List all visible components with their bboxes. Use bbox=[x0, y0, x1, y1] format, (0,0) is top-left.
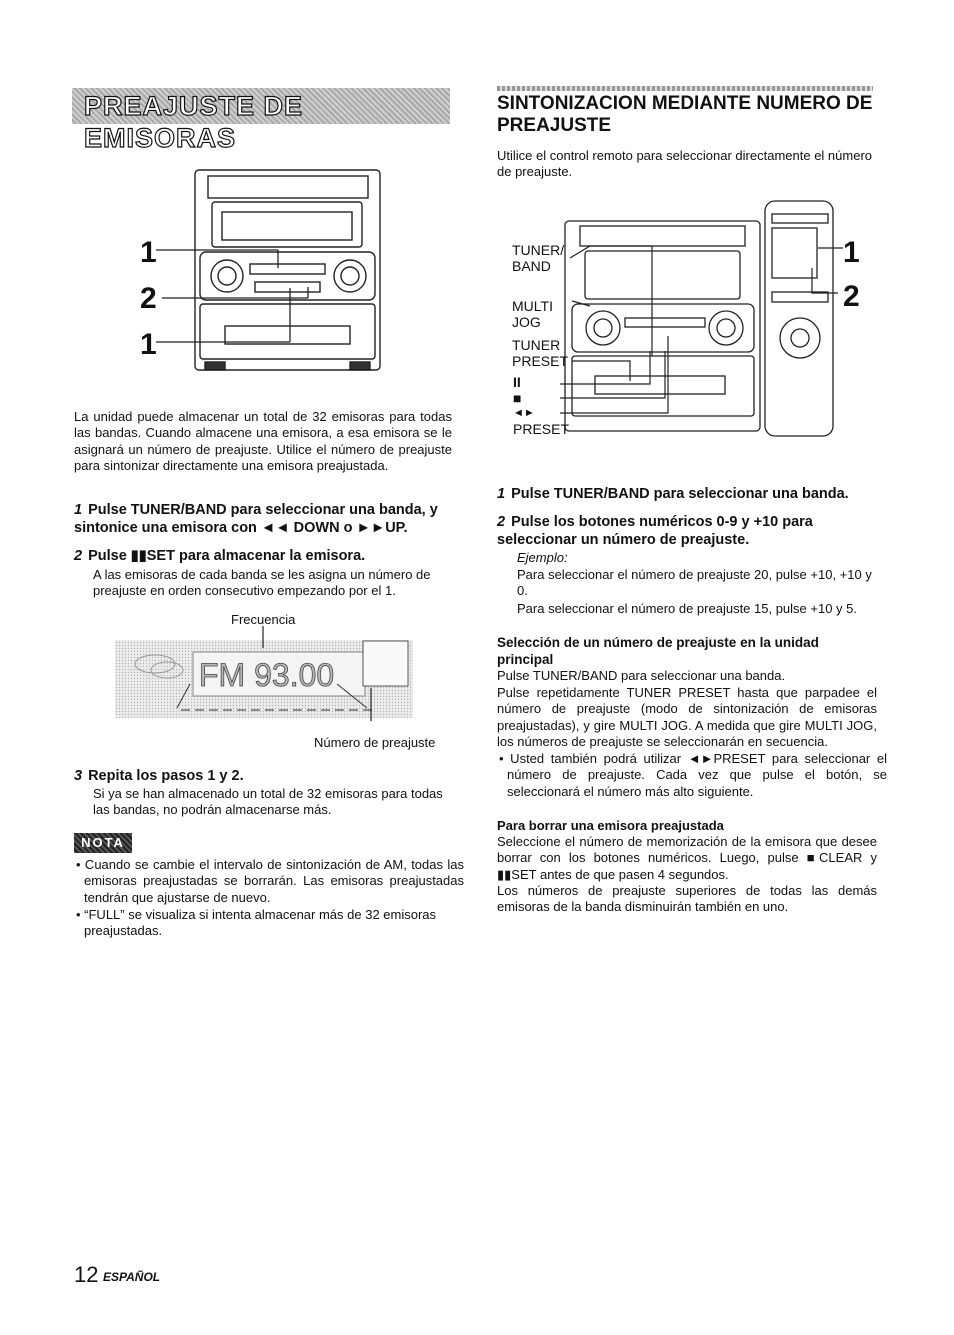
callout-2: 2 bbox=[140, 282, 157, 315]
selection-bullet: • Usted también podrá utilizar ◄►PRESET para seleccionar el número de preajuste. Cada vez que pulse el botón, se seleccionará el número más alto siguiente. bbox=[499, 751, 887, 799]
step-number: 1 bbox=[497, 486, 506, 502]
heading-rule bbox=[497, 86, 873, 91]
right-intro: Utilice el control remoto para seleccionar directamente el número de preajuste. bbox=[497, 148, 873, 180]
lcd-display-illustration bbox=[115, 626, 415, 721]
step-2-description: A las emisoras de cada banda se les asigna un número de preajuste en orden consecutivo empezando por el 1. bbox=[93, 567, 431, 599]
right-section-title: SINTONIZACION MEDIANTE NUMERO DE PREAJUSTE bbox=[497, 93, 873, 136]
step-number: 2 bbox=[497, 514, 506, 530]
callout-remote-1: 1 bbox=[843, 236, 860, 269]
preset-number-label: Número de preajuste bbox=[314, 735, 436, 750]
erase-p1: Seleccione el número de memorización de la emisora que desee borrar con los botones numéricos. Luego, pulse ■CLEAR y ▮▮SET antes de que pasen 4 segundos. bbox=[497, 834, 877, 882]
label-preset: PRESET bbox=[513, 421, 570, 437]
note-2: • “FULL” se visualiza si intenta almacenar más de 32 emisoras preajustadas. bbox=[76, 907, 437, 939]
step-number: 1 bbox=[74, 502, 83, 518]
step-number: 3 bbox=[74, 768, 83, 784]
right-step-2 bbox=[497, 513, 877, 549]
intro-paragraph: La unidad puede almacenar un total de 32 emisoras para todas las bandas. Cuando almacene una emisora, a esa emisora se le asignará un número de preajuste. Utilice el número de preajuste para sintonizar directamente una emisora preajustada. bbox=[74, 409, 452, 474]
stop-icon: ■ bbox=[513, 390, 522, 406]
nota-badge: NOTA bbox=[74, 833, 132, 853]
stereo-system-illustration bbox=[130, 162, 390, 377]
step-number: 2 bbox=[74, 548, 83, 564]
callout-1-bottom: 1 bbox=[140, 328, 157, 361]
selection-heading: Selección de un número de preajuste en la unidad principal bbox=[497, 635, 819, 667]
left-step-2 bbox=[74, 547, 454, 565]
step-text: Repita los pasos 1 y 2. bbox=[88, 768, 244, 784]
label-tuner-preset: TUNER PRESET bbox=[512, 337, 569, 369]
selection-p2: Pulse repetidamente TUNER PRESET hasta que parpadee el número de preajuste (modo de sintonización de emisoras preajustadas), y gire MULTI JOG. A medida que gire MULTI JOG, los números de preajuste se seleccionarán en secuencia. bbox=[497, 685, 877, 750]
note-1: • Cuando se cambie el intervalo de sintonización de AM, todas las emisoras preajustadas se borrarán. Las emisoras preajustadas tendrán que ajustarse de nuevo. bbox=[76, 857, 464, 905]
example-2: Para seleccionar el número de preajuste 15, pulse +10 y 5. bbox=[517, 601, 858, 616]
right-step-1 bbox=[497, 485, 877, 503]
page-number: 12 bbox=[74, 1262, 99, 1287]
frequency-label: Frecuencia bbox=[231, 612, 296, 627]
section-title-banner bbox=[72, 88, 450, 153]
left-step-1 bbox=[74, 501, 454, 537]
step-text: Pulse los botones numéricos 0-9 y +10 para seleccionar un número de preajuste. bbox=[497, 514, 813, 548]
example-1: Para seleccionar el número de preajuste 20, pulse +10, +10 y 0. bbox=[517, 567, 872, 599]
step-text: Pulse TUNER/BAND para seleccionar una banda. bbox=[511, 486, 849, 502]
section-title: PREAJUSTE DE EMISORAS bbox=[84, 91, 304, 153]
step-3-description: Si ya se han almacenado un total de 32 emisoras para todas las bandas, no podrán almacenarse más. bbox=[93, 786, 443, 818]
erase-p2: Los números de preajuste superiores de todas las demás emisoras de la banda disminuirán también en uno. bbox=[497, 883, 877, 915]
callout-remote-2: 2 bbox=[843, 280, 860, 313]
label-tuner-band: TUNER/ BAND bbox=[512, 242, 565, 274]
step-text: Pulse ▮▮SET para almacenar la emisora. bbox=[88, 548, 366, 564]
selection-p1: Pulse TUNER/BAND para seleccionar una banda. bbox=[497, 668, 786, 683]
example-label: Ejemplo: bbox=[517, 550, 568, 565]
callout-1-top: 1 bbox=[140, 236, 157, 269]
label-multi-jog: MULTI JOG bbox=[512, 298, 553, 330]
erase-heading: Para borrar una emisora preajustada bbox=[497, 818, 724, 833]
preset-arrows-icon: ◄► bbox=[513, 407, 535, 419]
footer-language: ESPAÑOL bbox=[103, 1270, 161, 1284]
step-text: Pulse TUNER/BAND para seleccionar una banda, y sintonice una emisora con ◄◄ DOWN o ►►UP. bbox=[74, 502, 438, 536]
lcd-readout: FM 93.00 bbox=[199, 657, 335, 693]
stereo-and-remote-illustration bbox=[560, 196, 860, 441]
pause-icon: II bbox=[513, 374, 521, 390]
left-step-3 bbox=[74, 767, 434, 785]
